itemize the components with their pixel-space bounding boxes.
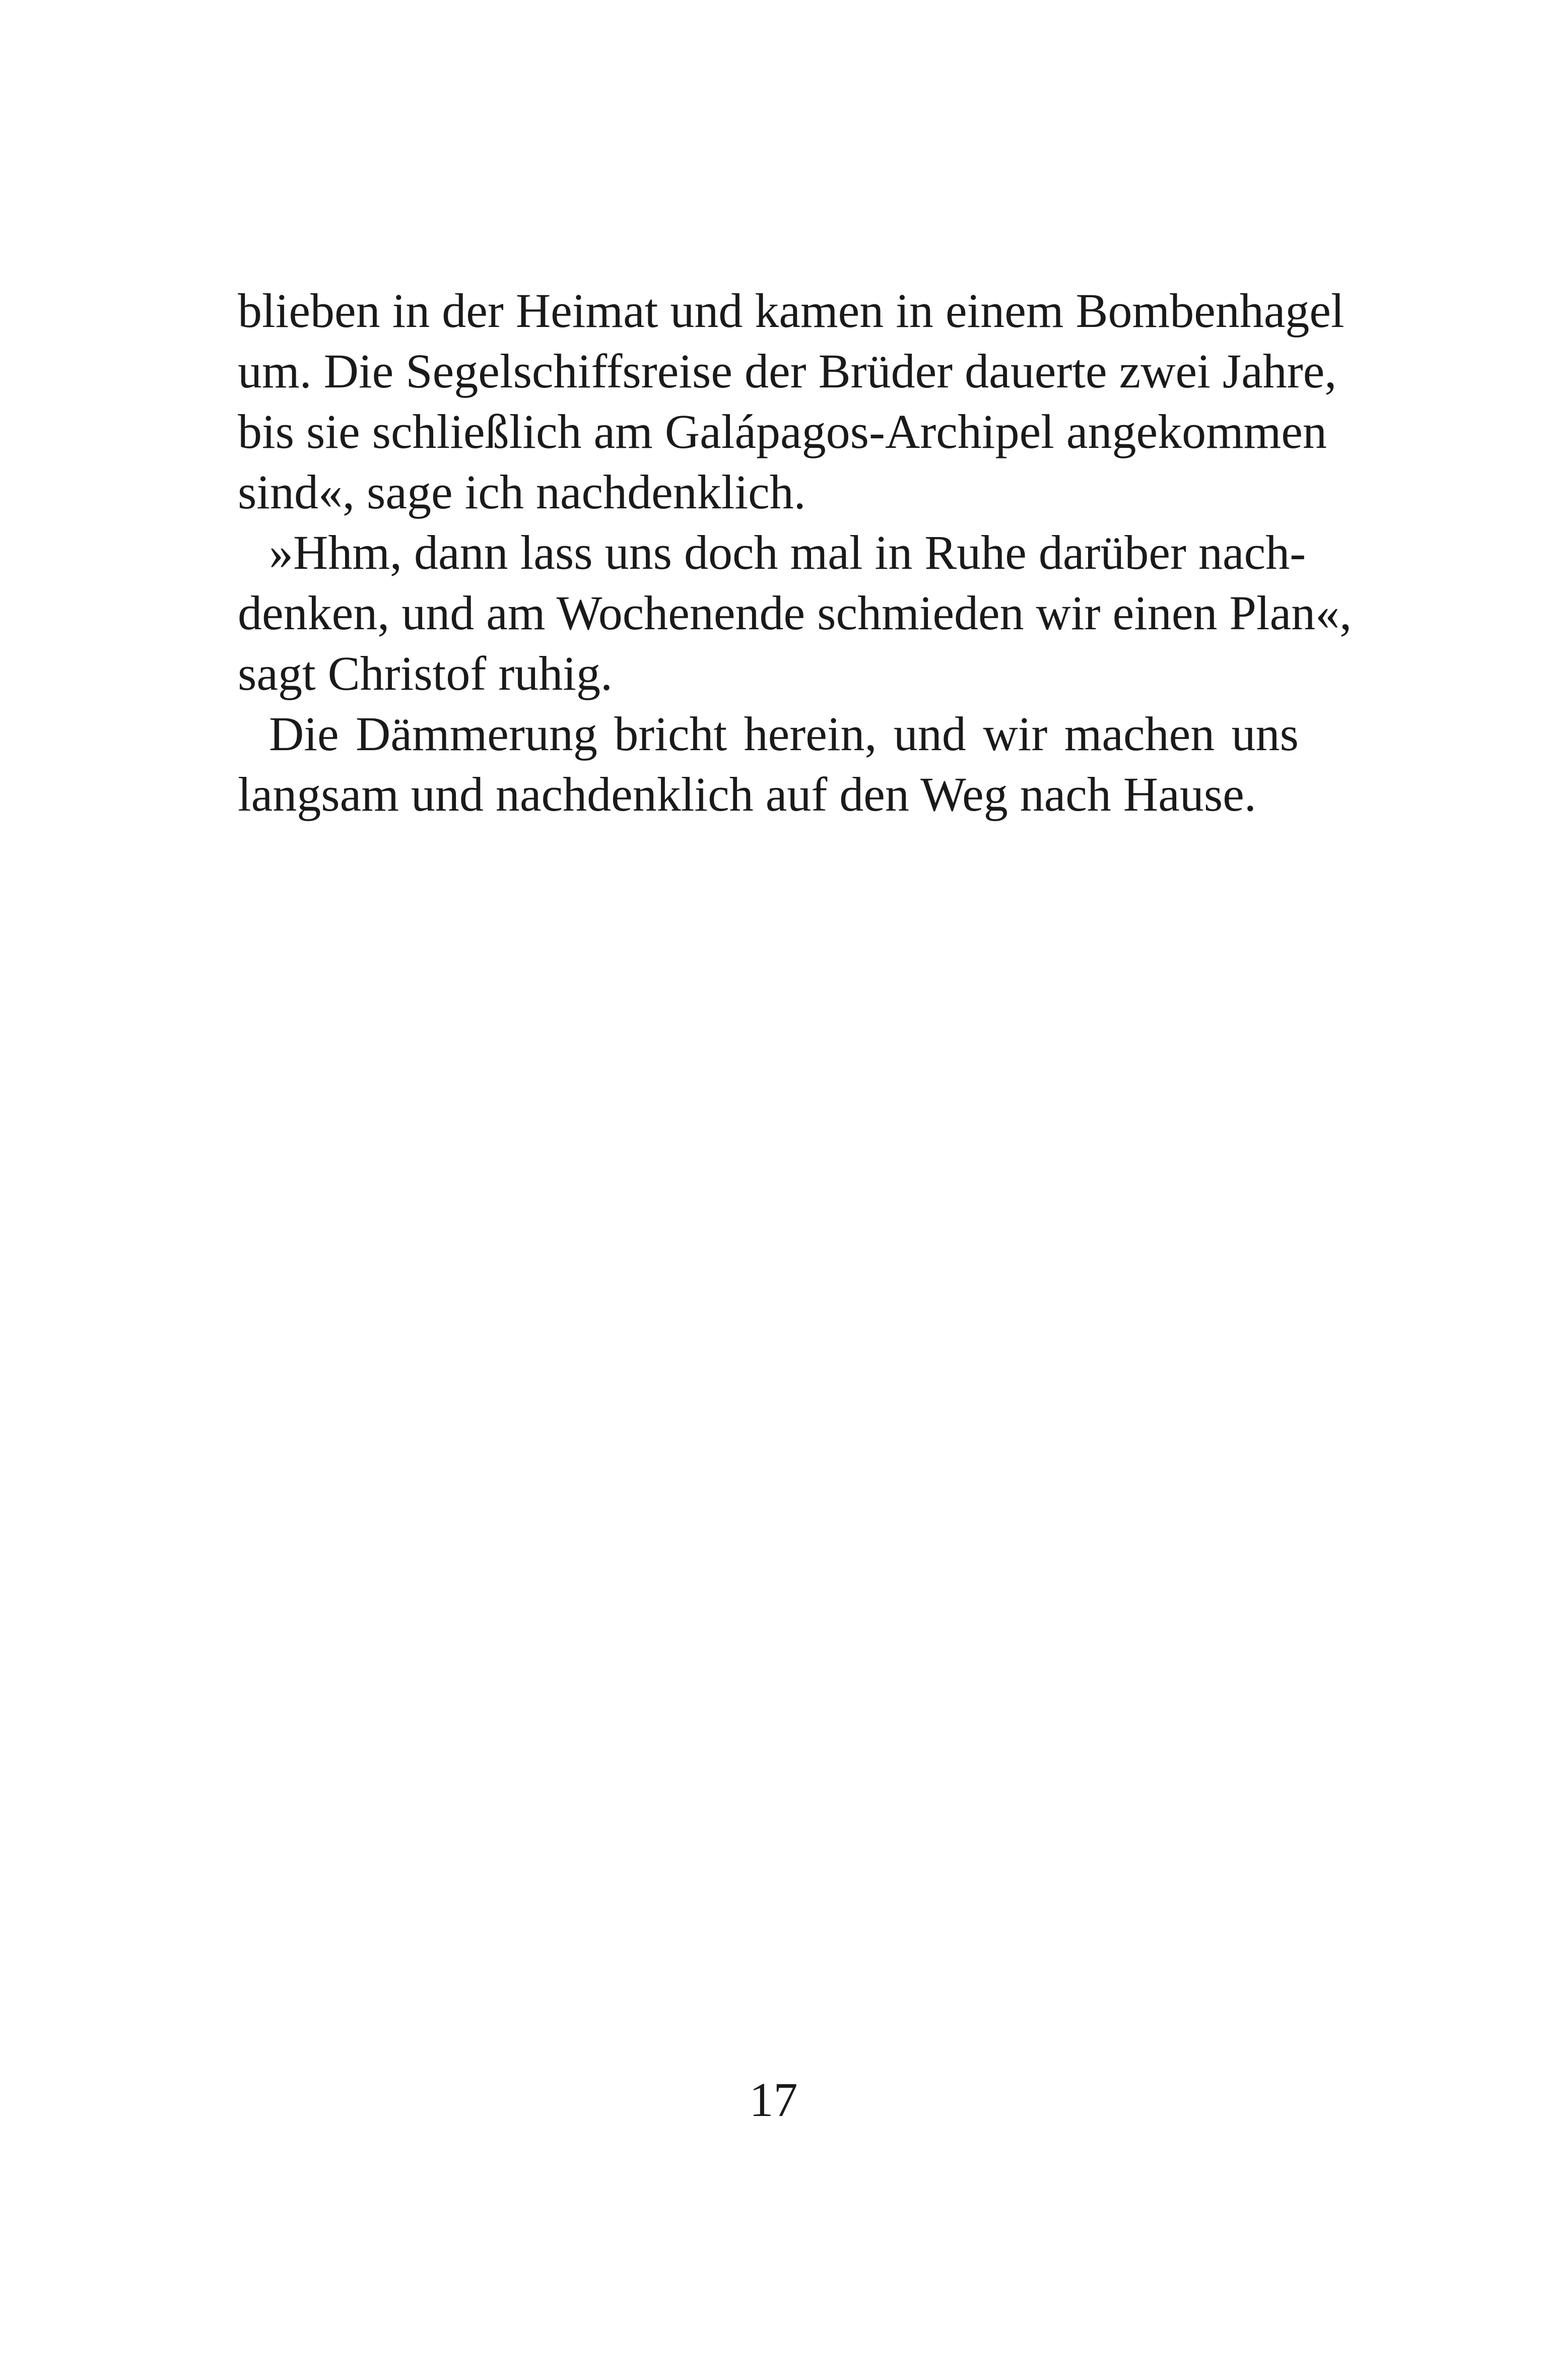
page-number: 17	[749, 2073, 798, 2127]
text-line: bis sie schließlich am Galápagos-Archipel angekommen	[238, 405, 1327, 458]
text-line: denken, und am Wochenende schmieden wir einen Plan«,	[238, 586, 1352, 640]
text-line: »Hhm, dann lass uns doch mal in Ruhe darüber nach-	[269, 525, 1306, 579]
body-text	[238, 281, 1352, 825]
text-line: um. Die Segelschiffsreise der Brüder dauerte zwei Jahre,	[238, 344, 1337, 398]
text-line: langsam und nachdenklich auf den Weg nach Hause.	[238, 767, 1256, 821]
text-line: sind«, sage ich nachdenklich.	[238, 465, 806, 519]
text-line: sagt Christof ruhig.	[238, 646, 613, 700]
text-line: Die Dämmerung bricht herein, und wir machen uns	[269, 707, 1299, 761]
text-line: blieben in der Heimat und kamen in einem Bombenhagel	[238, 284, 1344, 338]
